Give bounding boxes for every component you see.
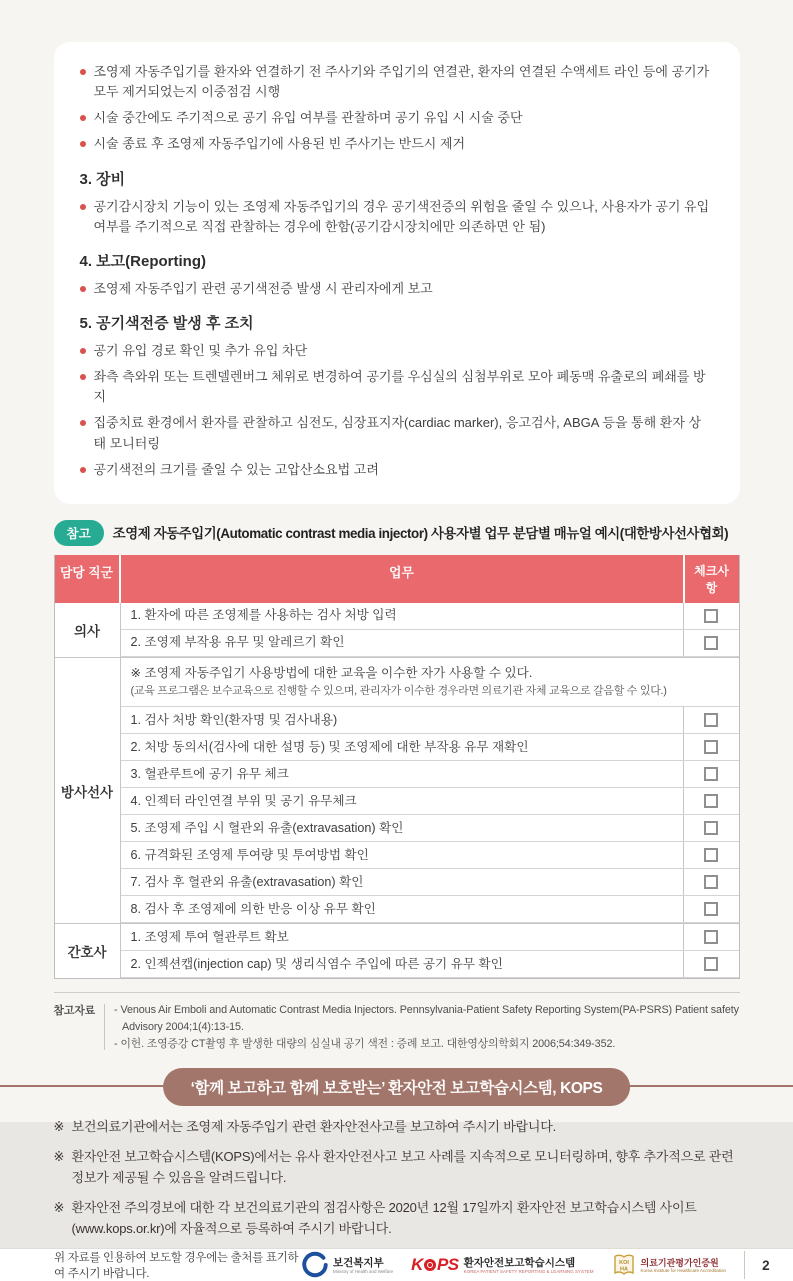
bullet-item <box>80 62 714 102</box>
task-checkbox[interactable] <box>704 848 718 862</box>
mohw-logo <box>302 1252 393 1278</box>
section-bullet-list <box>78 279 714 299</box>
bullet-icon <box>80 467 86 473</box>
mohw-logo-texts <box>333 1257 393 1274</box>
mohw-name-en: Ministry of Health and Welfare <box>332 1268 394 1274</box>
guideline-section <box>78 168 714 237</box>
task-checkbox[interactable] <box>704 957 718 971</box>
role-cell: 간호사 <box>55 924 121 978</box>
task-checkbox[interactable] <box>704 902 718 916</box>
kops-wordmark <box>411 1255 458 1275</box>
bullet-item <box>80 134 714 154</box>
kops-letters-ps: PS <box>436 1255 459 1275</box>
notice-marker: ※ <box>53 1119 65 1135</box>
task-checkbox[interactable] <box>704 609 718 623</box>
task-row <box>121 761 739 788</box>
education-note-sub: (교육 프로그램은 보수교육으로 진행할 수 있으며, 관리자가 이수한 경우라면 의료기관 자체 교육으로 갈음할 수 있다.) <box>130 684 667 697</box>
group-task-rows <box>121 658 739 923</box>
bullet-text: 집중치료 환경에서 환자를 관찰하고 심전도, 심장표지자(cardiac marker), 응고검사, ABGA 등을 통해 환자 상태 모니터링 <box>93 415 702 451</box>
kops-name-kr: 환자안전보고학습시스템 <box>463 1256 576 1269</box>
task-text: 2. 조영제 부작용 유무 및 알레르기 확인 <box>130 635 345 650</box>
bullet-item <box>80 341 714 361</box>
notice-item <box>54 1198 740 1240</box>
column-header-check: 체크사항 <box>683 555 739 603</box>
task-checkbox[interactable] <box>704 636 718 650</box>
bullet-icon <box>80 348 86 354</box>
task-text: 7. 검사 후 혈관외 유출(extravasation) 확인 <box>130 874 364 889</box>
bullet-text: 공기감시장치 기능이 있는 조영제 자동주입기의 경우 공기색전증의 위험을 줄일 수 있으나, 사용자가 공기 유입 여부를 주기적으로 직접 관찰하는 경우에 한함(공기감시장치에만 의존하면 안 됨) <box>93 198 710 234</box>
task-row <box>121 842 739 869</box>
notice-marker: ※ <box>53 1149 65 1165</box>
bullet-icon <box>80 286 86 292</box>
task-text: 1. 검사 처방 확인(환자명 및 검사내용) <box>130 712 338 727</box>
bullet-icon <box>80 141 86 147</box>
bullet-item <box>80 108 714 128</box>
task-checkbox[interactable] <box>704 740 718 754</box>
kops-logo-texts <box>464 1257 594 1274</box>
task-text: 5. 조영제 주입 시 혈관외 유출(extravasation) 확인 <box>130 820 404 835</box>
guideline-card <box>54 42 740 504</box>
citation-note: 위 자료를 인용하여 보도할 경우에는 출처를 표기하여 주시기 바랍니다. <box>54 1252 299 1281</box>
task-checkbox[interactable] <box>704 821 718 835</box>
task-text: 2. 인젝션캡(injection cap) 및 생리식염수 주입에 따른 공기 유무 확인 <box>130 956 503 971</box>
check-cell <box>683 896 739 922</box>
page-number-divider <box>744 1251 745 1279</box>
check-cell <box>683 630 739 656</box>
task-text: 6. 규격화된 조영제 투여량 및 투여방법 확인 <box>130 847 369 862</box>
bullet-item <box>80 197 714 237</box>
task-checkbox[interactable] <box>704 875 718 889</box>
task-checkbox[interactable] <box>704 794 718 808</box>
role-cell: 방사선사 <box>55 658 121 923</box>
task-checkbox[interactable] <box>704 713 718 727</box>
check-cell <box>683 707 739 733</box>
bullet-text: 시술 종료 후 조영제 자동주입기에 사용된 빈 주사기는 반드시 제거 <box>93 136 466 152</box>
task-row <box>121 603 739 630</box>
check-cell <box>683 951 739 977</box>
check-cell <box>683 603 739 629</box>
task-text: 8. 검사 후 조영제에 의한 반응 이상 유무 확인 <box>130 901 376 916</box>
task-row <box>121 734 739 761</box>
bullet-icon <box>80 420 86 426</box>
bullet-text: 공기색전의 크기를 줄일 수 있는 고압산소요법 고려 <box>93 461 379 477</box>
bullet-icon <box>80 69 86 75</box>
check-cell <box>683 924 739 950</box>
koiha-name-kr: 의료기관평가인증원 <box>640 1257 719 1268</box>
reference-title: 조영제 자동주입기(Automatic contrast media injector) 사용자별 업무 분담별 매뉴얼 예시(대한방사선사협회) <box>112 526 729 542</box>
koiha-emblem-top-text: KOI <box>618 1260 629 1267</box>
koiha-logo-texts <box>641 1258 727 1274</box>
section-title: 4. 보고(Reporting) <box>79 252 206 270</box>
mohw-emblem-icon <box>302 1252 328 1278</box>
bullet-item <box>80 413 714 453</box>
check-cell <box>683 815 739 841</box>
duty-group-row <box>55 657 739 923</box>
task-row <box>121 896 739 923</box>
duty-table <box>54 555 740 979</box>
task-row <box>121 707 739 734</box>
bullet-text: 조영제 자동주입기를 환자와 연결하기 전 주사기와 주입기의 연결관, 환자의 연결된 수액세트 라인 등에 공기가 모두 제거되었는지 이중점검 시행 <box>93 64 710 100</box>
page-footer <box>0 1248 793 1281</box>
task-row <box>121 630 739 657</box>
kops-banner: ‘함께 보고하고 함께 보호받는’ 환자안전 보고학습시스템, KOPS <box>163 1068 631 1106</box>
bullet-item <box>80 367 714 407</box>
section-title: 3. 장비 <box>79 170 126 188</box>
references-divider <box>104 1004 105 1050</box>
page-number: 2 <box>762 1257 770 1273</box>
notice-list <box>54 1117 740 1239</box>
references-label: 참고자료 <box>53 1005 96 1018</box>
education-note-row <box>121 658 739 707</box>
task-row <box>121 924 739 951</box>
task-text: 4. 인젝터 라인연결 부위 및 공기 유무체크 <box>130 793 357 808</box>
koiha-logo <box>612 1253 727 1277</box>
bullet-text: 조영제 자동주입기 관련 공기색전증 발생 시 관리자에게 보고 <box>93 280 433 296</box>
reference-item: - Venous Air Emboli and Automatic Contrast Media Injectors. Pennsylvania-Patient Safety Reporting System(PA-PSRS) Patient safety Advisory 2004;1(4):13-15. <box>114 1004 739 1033</box>
koiha-emblem-icon <box>612 1253 636 1277</box>
bullet-item <box>80 460 714 480</box>
duty-table-header <box>55 555 739 603</box>
task-text: 3. 혈관루트에 공기 유무 체크 <box>130 766 289 781</box>
footer-logos <box>302 1252 726 1278</box>
check-cell <box>683 869 739 895</box>
bullet-text: 시술 중간에도 주기적으로 공기 유입 여부를 관찰하며 공기 유입 시 시술 중단 <box>93 110 523 126</box>
section-title: 5. 공기색전증 발생 후 조치 <box>79 314 254 332</box>
column-header-task: 업무 <box>389 564 414 580</box>
task-checkbox[interactable] <box>704 767 718 781</box>
mohw-name-kr: 보건복지부 <box>332 1256 384 1269</box>
kops-o-ring-icon <box>424 1259 436 1271</box>
task-text: 2. 처방 동의서(검사에 대한 설명 등) 및 조영제에 대한 부작용 유무 재확인 <box>130 739 529 754</box>
notice-text: 환자안전 주의경보에 대한 각 보건의료기관의 점검사항은 2020년 12월 17일까지 환자안전 보고학습시스템 사이트 (www.kops.or.kr)에 자율적으로 등록하여 주시기 바랍니다. <box>71 1199 697 1236</box>
intro-bullet-list <box>78 62 714 155</box>
references-list <box>114 1002 739 1052</box>
koiha-emblem-bottom-text: HA <box>619 1266 628 1273</box>
check-cell <box>683 734 739 760</box>
kops-banner-section <box>0 1068 793 1104</box>
bullet-icon <box>80 204 86 210</box>
notice-marker: ※ <box>53 1199 65 1215</box>
bullet-text: 좌측 측와위 또는 트렌델렌버그 체위로 변경하여 공기를 우심실의 심첨부위로 모아 폐동맥 유출로의 폐쇄를 방지 <box>93 369 706 405</box>
role-cell: 의사 <box>55 603 121 657</box>
check-cell <box>683 761 739 787</box>
check-cell <box>683 842 739 868</box>
kops-name-en: KOREA PATIENT SAFETY REPORTING & LEARNING SYSTEM <box>463 1268 594 1274</box>
task-checkbox[interactable] <box>704 930 718 944</box>
duty-group-row <box>55 603 739 657</box>
references-block <box>54 992 740 1052</box>
notice-text: 환자안전 보고학습시스템(KOPS)에서는 유사 환자안전사고 보고 사례를 지속적으로 모니터링하며, 향후 추가적으로 관련 정보가 제공될 수 있음을 알려드립니다. <box>71 1149 734 1186</box>
bullet-icon <box>80 115 86 121</box>
guideline-section <box>78 250 714 299</box>
guideline-section <box>78 312 714 480</box>
task-row <box>121 951 739 978</box>
check-cell <box>683 788 739 814</box>
bullet-item <box>80 279 714 299</box>
task-row <box>121 788 739 815</box>
bullet-text: 공기 유입 경로 확인 및 추가 유입 차단 <box>93 342 308 358</box>
notice-item <box>54 1147 740 1189</box>
section-bullet-list <box>78 197 714 237</box>
bullet-icon <box>80 374 86 380</box>
duty-group-row <box>55 923 739 978</box>
column-header-role: 담당 직군 <box>55 555 121 603</box>
task-text: 1. 조영제 투여 혈관루트 확보 <box>130 929 289 944</box>
reference-item: - 이헌. 조영증강 CT촬영 후 발생한 대량의 심실내 공기 색전 : 증례 보고. 대한영상의학회지 2006;54:349-352. <box>114 1037 616 1050</box>
notice-item <box>54 1117 740 1138</box>
kops-letter-k: K <box>411 1255 423 1275</box>
group-task-rows <box>121 924 739 978</box>
section-bullet-list <box>78 341 714 480</box>
kops-logo <box>411 1255 593 1275</box>
reference-badge: 참고 <box>54 520 104 546</box>
task-text: 1. 환자에 따른 조영제를 사용하는 검사 처방 입력 <box>130 608 397 623</box>
task-row <box>121 869 739 896</box>
education-note-main: ※ 조영제 자동주입기 사용방법에 대한 교육을 이수한 자가 사용할 수 있다. <box>130 665 533 680</box>
page-content <box>54 0 740 1248</box>
task-row <box>121 815 739 842</box>
koiha-name-en: Korea Institute for Healthcare Accreditation <box>640 1267 727 1273</box>
notice-text: 보건의료기관에서는 조영제 자동주입기 관련 환자안전사고를 보고하여 주시기 바랍니다. <box>71 1119 557 1135</box>
reference-header <box>54 520 740 546</box>
group-task-rows <box>121 603 739 657</box>
